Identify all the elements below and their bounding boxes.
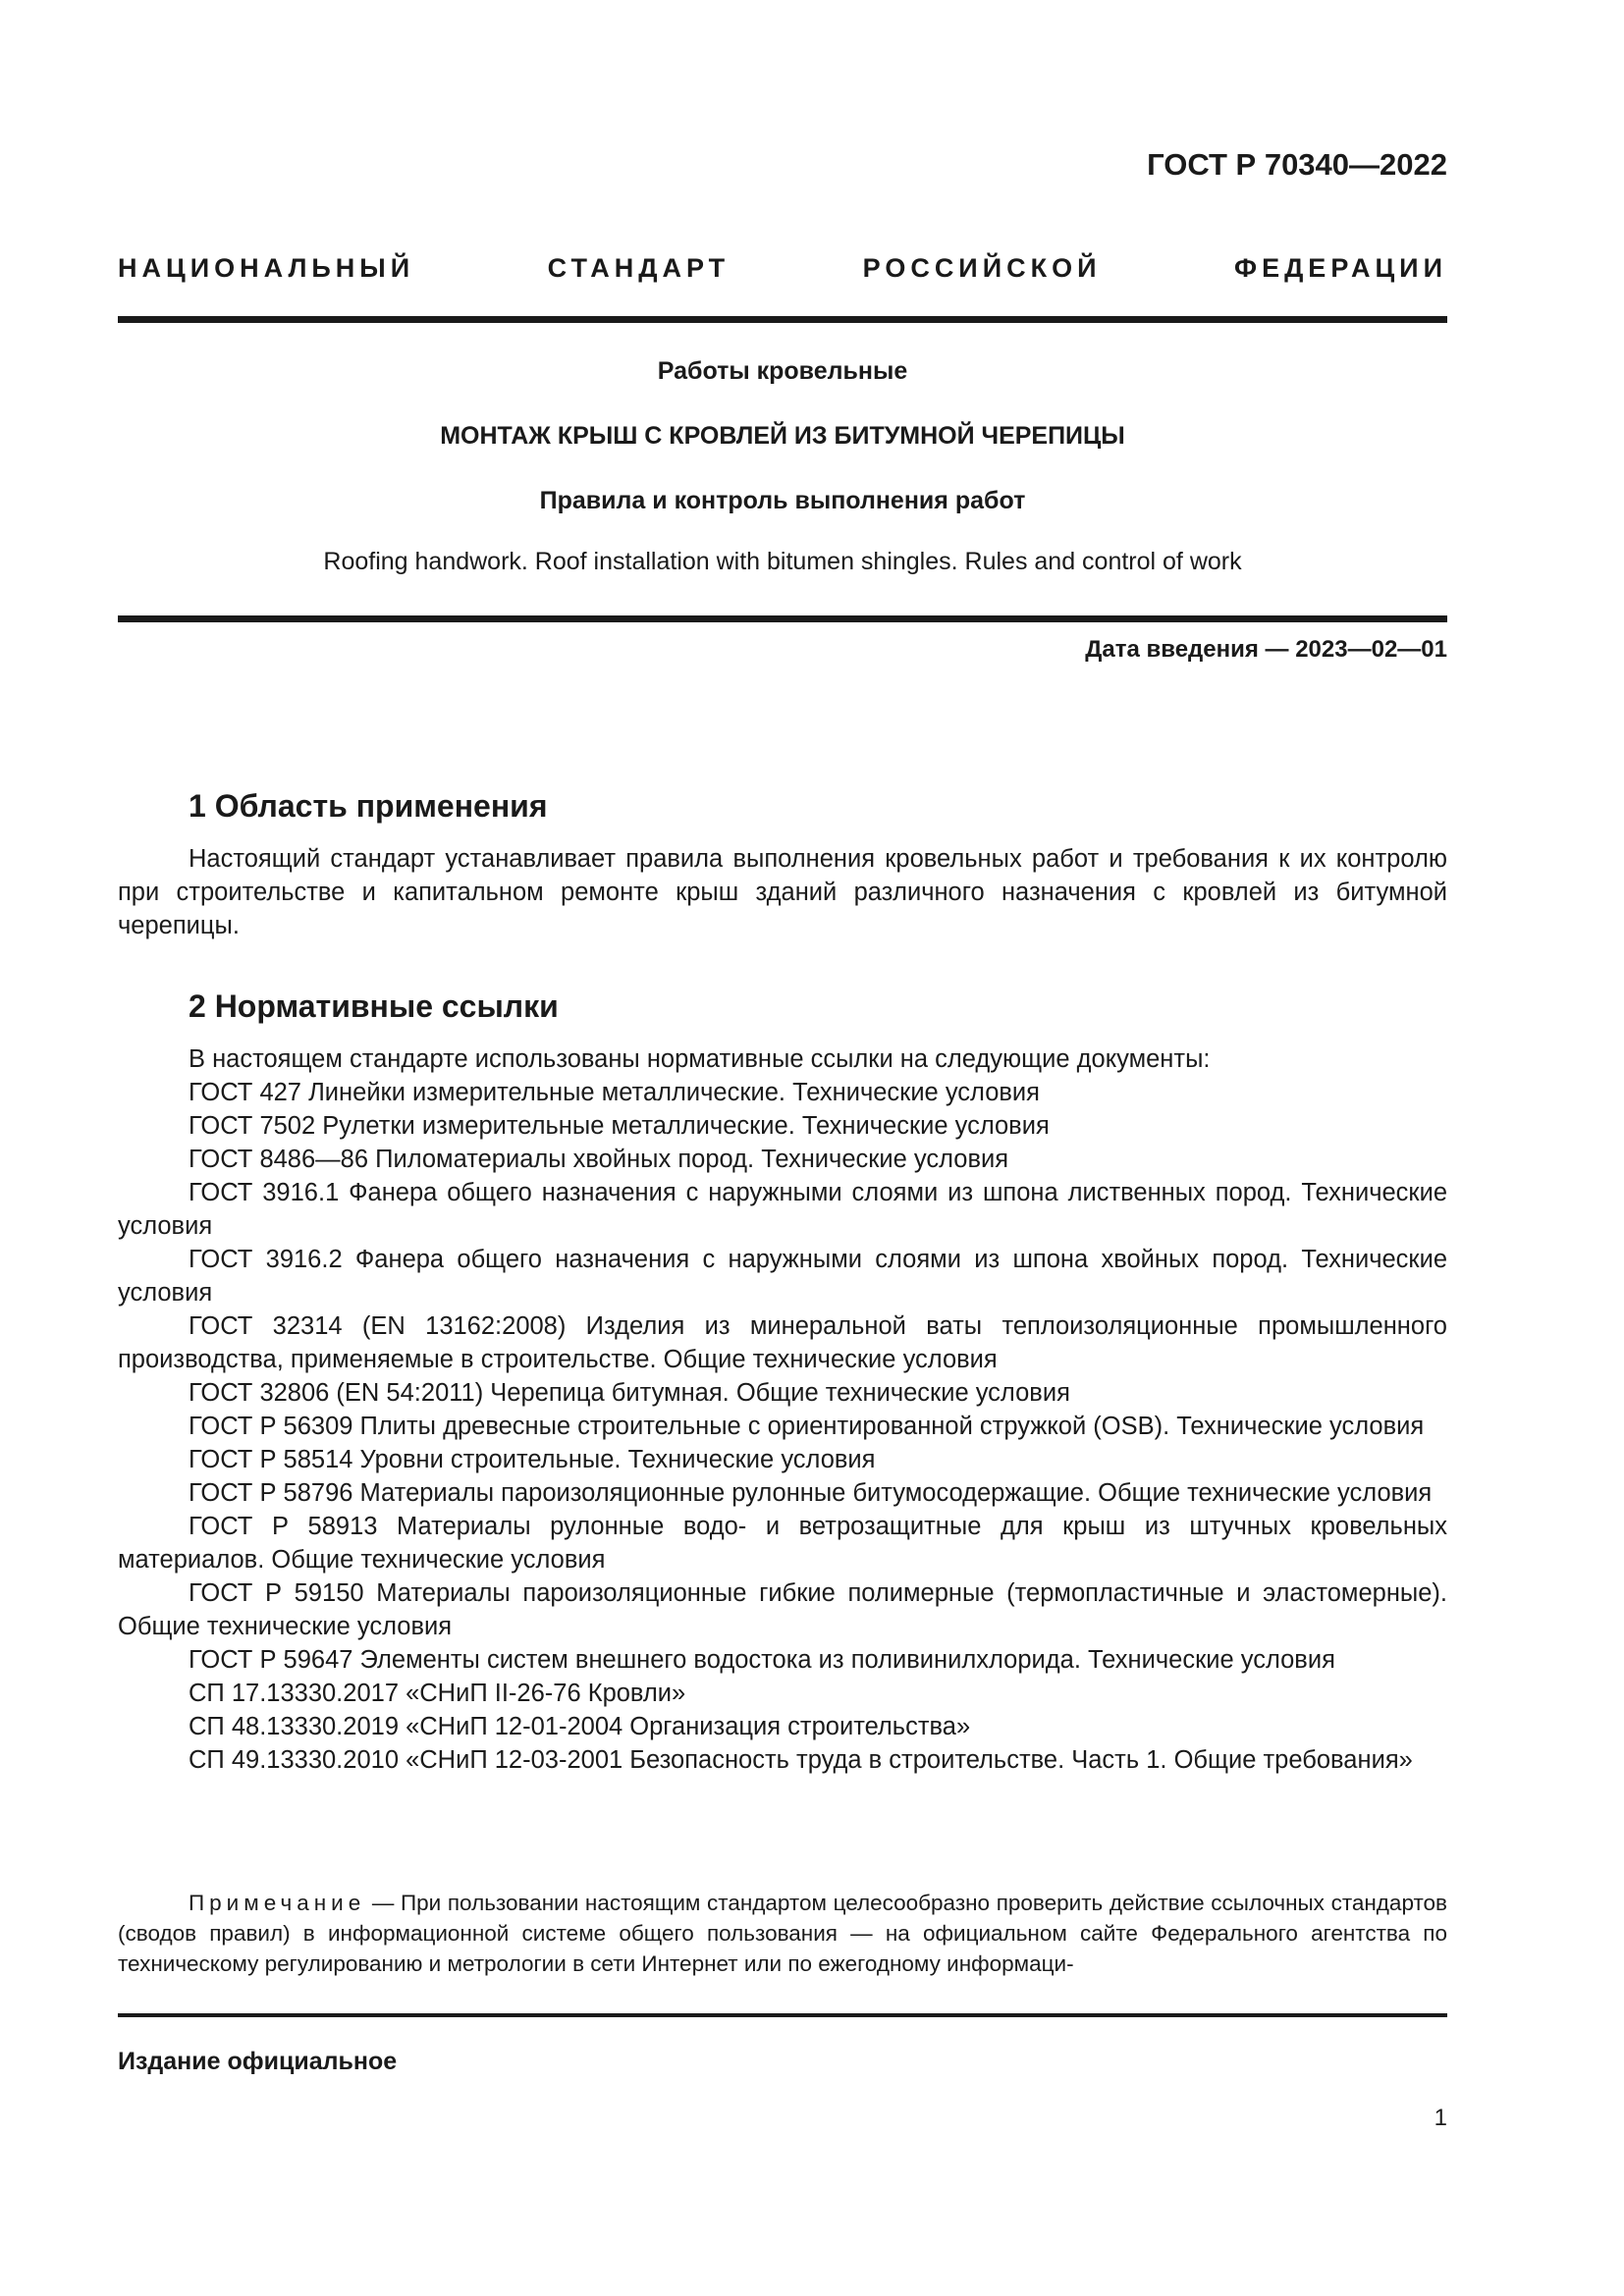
reference-item: ГОСТ 3916.1 Фанера общего назначения с наружными слоями из шпона лиственных пород. Технические условия: [118, 1179, 1447, 1240]
note-text: — При пользовании настоящим стандартом целесообразно проверить действие ссылочных стандартов (сводов правил) в информационной системе общего пользования — на официальном сайте Федерального агентства по техническому регулированию и метрологии в сети Интернет или по ежегодному информаци-: [118, 1891, 1447, 1976]
title-line-3: Правила и контроль выполнения работ: [539, 487, 1026, 514]
section-1-text: [118, 842, 1447, 942]
section-2-references: [118, 1042, 1447, 1777]
reference-item: СП 17.13330.2017 «СНиП II-26-76 Кровли»: [189, 1680, 686, 1707]
reference-item: ГОСТ 7502 Рулетки измерительные металлические. Технические условия: [189, 1112, 1050, 1140]
reference-item: СП 48.13330.2019 «СНиП 12-01-2004 Организация строительства»: [189, 1713, 971, 1740]
reference-item: ГОСТ Р 59150 Материалы пароизоляционные гибкие полимерные (термопластичные и эластомерные). Общие технические условия: [118, 1579, 1447, 1640]
reference-item: ГОСТ 32806 (EN 54:2011) Черепица битумная. Общие технические условия: [189, 1379, 1070, 1407]
reference-item: ГОСТ Р 59647 Элементы систем внешнего водостока из поливинилхлорида. Технические условия: [189, 1646, 1335, 1674]
reference-item: ГОСТ Р 58913 Материалы рулонные водо- и ветрозащитные для крыш из штучных кровельных материалов. Общие технические условия: [118, 1513, 1447, 1574]
reference-item: ГОСТ 3916.2 Фанера общего назначения с наружными слоями из шпона хвойных пород. Технические условия: [118, 1246, 1447, 1307]
reference-item: СП 49.13330.2010 «СНиП 12-03-2001 Безопасность труда в строительстве. Часть 1. Общие требования»: [189, 1746, 1413, 1774]
reference-item: ГОСТ 32314 (EN 13162:2008) Изделия из минеральной ваты теплоизоляционные промышленного производства, применяемые в строительстве. Общие технические условия: [118, 1312, 1447, 1373]
title-line-2: МОНТАЖ КРЫШ С КРОВЛЕЙ ИЗ БИТУМНОЙ ЧЕРЕПИЦЫ: [440, 422, 1125, 450]
section-2-heading: 2 Нормативные ссылки: [189, 988, 559, 1024]
section-1-heading: 1 Область применения: [189, 788, 548, 824]
title-line-1: Работы кровельные: [657, 357, 908, 385]
title-english: Roofing handwork. Roof installation with bitumen shingles. Rules and control of work: [323, 548, 1242, 575]
page-number: 1: [1434, 2105, 1447, 2131]
national-standard-banner: НАЦИОНАЛЬНЫЙ СТАНДАРТ РОССИЙСКОЙ ФЕДЕРАЦИИ: [118, 253, 1447, 283]
reference-item: ГОСТ 427 Линейки измерительные металлические. Технические условия: [189, 1079, 1040, 1106]
official-edition: Издание официальное: [118, 2048, 398, 2075]
top-rule: [118, 316, 1447, 323]
title-rule: [118, 615, 1447, 622]
footer-rule: [118, 2013, 1447, 2017]
reference-item: ГОСТ Р 58514 Уровни строительные. Технические условия: [189, 1446, 876, 1473]
note-label: Примечание: [189, 1891, 366, 1915]
references-intro: В настоящем стандарте использованы нормативные ссылки на следующие документы:: [189, 1045, 1211, 1073]
reference-item: ГОСТ Р 56309 Плиты древесные строительные с ориентированной стружкой (OSB). Технические условия: [189, 1413, 1425, 1440]
standard-code: ГОСТ Р 70340—2022: [1147, 147, 1447, 182]
effective-date: Дата введения — 2023—02—01: [1085, 636, 1447, 663]
reference-item: ГОСТ 8486—86 Пиломатериалы хвойных пород. Технические условия: [189, 1146, 1009, 1173]
reference-item: ГОСТ Р 58796 Материалы пароизоляционные рулонные битумосодержащие. Общие технические условия: [189, 1479, 1433, 1507]
section-1-paragraph: Настоящий стандарт устанавливает правила выполнения кровельных работ и требования к их контролю при строительстве и капитальном ремонте крыш зданий различного назначения с кровлей из битумной черепицы.: [118, 845, 1447, 939]
note: [118, 1888, 1447, 1979]
